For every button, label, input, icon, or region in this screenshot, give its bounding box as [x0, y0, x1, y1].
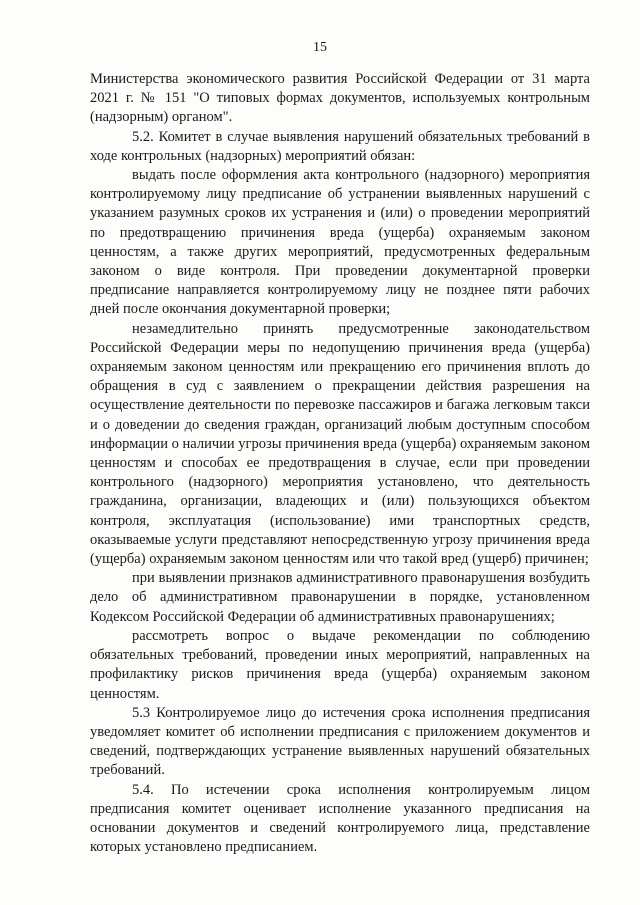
paragraph-issue-order: выдать после оформления акта контрольного (надзорного) мероприятия контролируемому лицу предписание об устранении выявленных нарушений с указанием разумных сроков их устранения и (или) о проведении мероприятий по предотвращению причинения вреда (ущерба) охраняемым законом ценностям, а также других мероприятий, предусмотренных федеральным законом о виде контроля. При проведении документарной проверки предписание направляется контролируемому лицу не позднее пяти рабочих дней после окончания документарной проверки; — [90, 167, 590, 318]
paragraph-5-4: 5.4. По истечении срока исполнения контролируемым лицом предписания комитет оценивает исполнение указанного предписания на основании документов и сведений контролируемого лица, представление которых установлено предписанием. — [90, 781, 590, 856]
paragraph-5-3: 5.3 Контролируемое лицо до истечения срока исполнения предписания уведомляет комитет об исполнении предписания с приложением документов и сведений, подтверждающих устранение выявленных нарушений обязательных требований. — [90, 704, 590, 779]
paragraph-administrative-case: при выявлении признаков административного правонарушения возбудить дело об административном правонарушении в порядке, установленном Кодексом Российской Федерации об административных правонарушениях; — [90, 570, 590, 625]
paragraph-immediate-measures: незамедлительно принять предусмотренные законодательством Российской Федерации меры по недопущению причинения вреда (ущерба) охраняемым законом ценностям или прекращению его причинения вплоть до обращения в суд с заявлением о прекращении действия разрешения на осуществление деятельности по перевозке пассажиров и багажа легковым такси и о доведении до сведения граждан, организаций любым доступным способом информации о наличии угрозы причинения вреда (ущерба) охраняемым законом ценностям и способах ее предотвращения в случае, если при проведении контрольного (надзорного) мероприятия установлено, что деятельность гражданина, организации, владеющих и (или) пользующихся объектом контроля, эксплуатация (использование) ими транспортных средств, оказываемые услуги представляют непосредственную угрозу причинения вреда (ущерба) охраняемым законом ценностям или что такой вред (ущерб) причинен; — [90, 320, 590, 568]
document-body — [90, 70, 590, 857]
paragraph-recommendation: рассмотреть вопрос о выдаче рекомендации по соблюдению обязательных требований, проведении иных мероприятий, направленных на профилактику рисков причинения вреда (ущерба) охраняемым законом ценностям. — [90, 627, 590, 702]
page-number: 15 — [313, 40, 327, 55]
paragraph-5-2: 5.2. Комитет в случае выявления нарушений обязательных требований в ходе контрольных (надзорных) мероприятий обязан: — [90, 128, 590, 164]
paragraph-intro-continuation: Министерства экономического развития Российской Федерации от 31 марта 2021 г. № 151 "О типовых формах документов, используемых контрольным (надзорным) органом". — [90, 71, 590, 126]
